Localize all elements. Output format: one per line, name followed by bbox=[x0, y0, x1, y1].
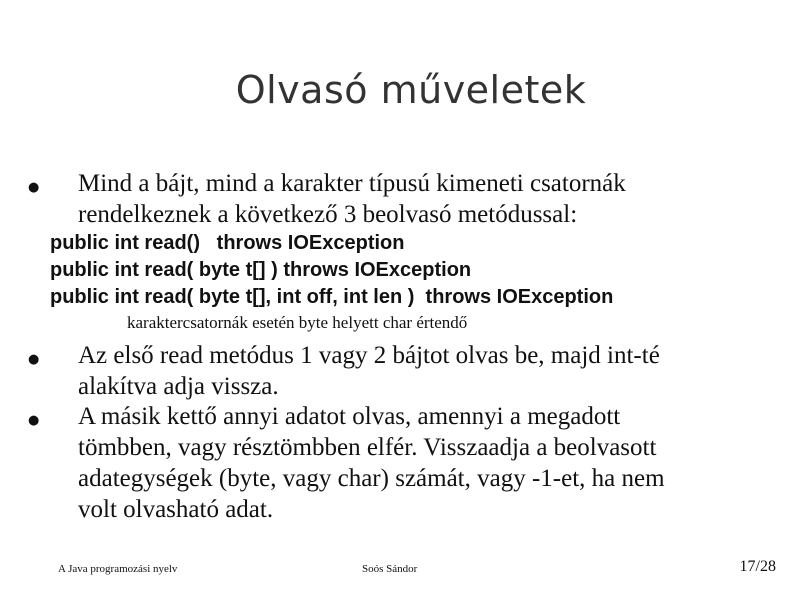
code-line-1: public int read() throws IOException bbox=[50, 232, 405, 254]
slide-title: Olvasó műveletek bbox=[235, 68, 587, 112]
bullet-icon: ● bbox=[28, 352, 40, 367]
bullet2-line1: Az első read metódus 1 vagy 2 bájtot olvas be, majd int-té bbox=[78, 342, 660, 369]
bullet1-line1: Mind a bájt, mind a karakter típusú kimeneti csatornák bbox=[78, 170, 626, 197]
bullet-icon: ● bbox=[28, 413, 40, 428]
footer-left: A Java programozási nyelv bbox=[58, 563, 178, 575]
note-text: karaktercsatornák esetén byte helyett char értendő bbox=[127, 313, 468, 332]
page-number: 17/28 bbox=[739, 558, 776, 575]
bullet3-line2: tömbben, vagy résztömbben elfér. Visszaadja a beolvasott bbox=[78, 434, 657, 461]
bullet3-line3: adategységek (byte, vagy char) számát, vagy -1-et, ha nem bbox=[78, 465, 665, 492]
bullet-icon: ● bbox=[28, 180, 40, 195]
code-line-2: public int read( byte t[] ) throws IOException bbox=[50, 259, 472, 281]
footer-center: Soós Sándor bbox=[362, 563, 418, 575]
bullet1-line2: rendelkeznek a következő 3 beolvasó metódussal: bbox=[78, 201, 578, 228]
code-line-3: public int read( byte t[], int off, int len ) throws IOException bbox=[50, 286, 614, 308]
bullet2-line2: alakítva adja vissza. bbox=[78, 373, 279, 400]
bullet3-line1: A másik kettő annyi adatot olvas, amennyi a megadott bbox=[78, 403, 621, 430]
bullet3-line4: volt olvasható adat. bbox=[78, 496, 274, 523]
